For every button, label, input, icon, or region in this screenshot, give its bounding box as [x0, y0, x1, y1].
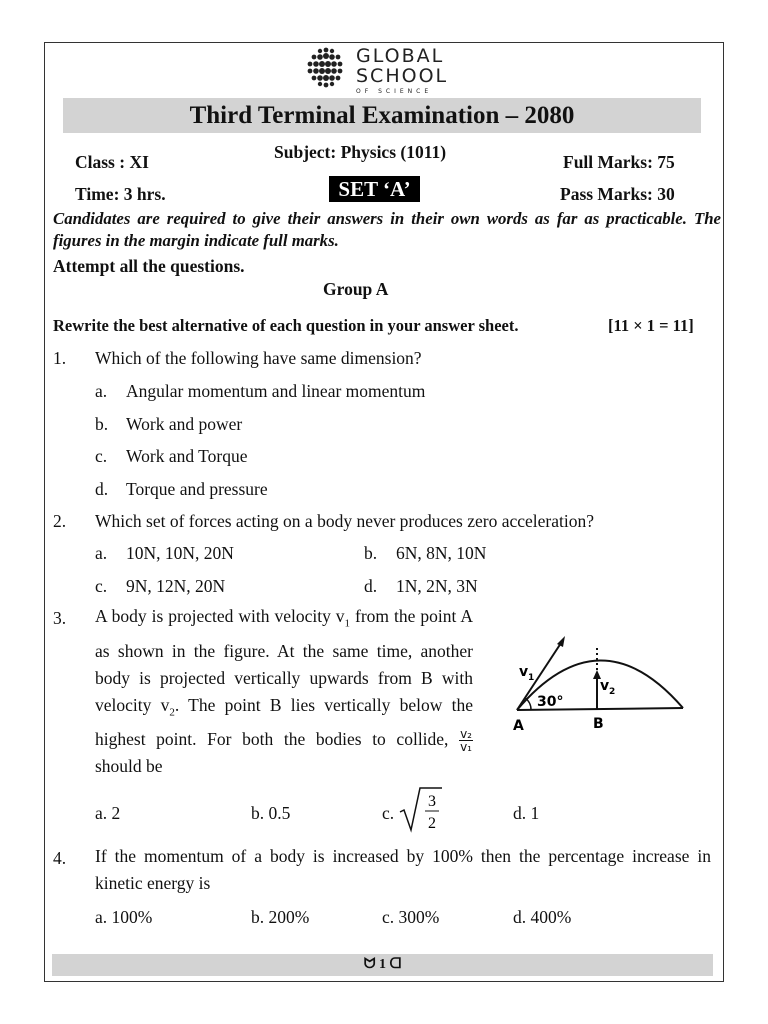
- attempt-all: Attempt all the questions.: [53, 256, 245, 276]
- option-text: 0.5: [268, 803, 291, 823]
- sqrt-three-over-two: [398, 786, 444, 836]
- option-letter: b.: [95, 414, 109, 434]
- page-footer: [52, 954, 713, 976]
- label-point-b: B: [593, 716, 604, 732]
- option-text: 300%: [398, 907, 440, 927]
- option-letter: d.: [513, 803, 527, 823]
- class-label: Class : XI: [75, 152, 149, 172]
- q3-sub2: 2: [169, 706, 175, 718]
- option-letter: d.: [513, 907, 527, 927]
- rewrite-instruction: Rewrite the best alternative of each question in your answer sheet.: [53, 316, 519, 335]
- option-text: 100%: [111, 907, 153, 927]
- option-d-q4: [513, 906, 571, 928]
- label-v2-sub: 2: [609, 687, 616, 697]
- option-letter: d.: [95, 479, 109, 499]
- q3-text-part3: . The point B lies vertically below the highest point. For both the bodies to collide,: [95, 694, 473, 749]
- q3-text-part4: should be: [95, 756, 163, 777]
- question-number: 1.: [53, 348, 67, 368]
- option-letter: b.: [251, 803, 265, 823]
- v1-arrowhead: [557, 636, 565, 647]
- logo-line-of-science: OF SCIENCE: [356, 88, 433, 95]
- question-number: 3.: [53, 608, 67, 628]
- sqrt-numerator: 3: [428, 793, 436, 810]
- option-text: 400%: [530, 907, 572, 927]
- q3-sub1: 1: [344, 617, 351, 630]
- question-text: Which of the following have same dimension?: [95, 348, 422, 368]
- option-text: 6N, 8N, 10N: [396, 543, 487, 563]
- option-text: Angular momentum and linear momentum: [126, 381, 426, 401]
- option-letter: b.: [364, 543, 378, 563]
- school-logo: [300, 45, 470, 95]
- full-marks: Full Marks: 75: [563, 152, 675, 172]
- option-c-q4: [382, 906, 439, 928]
- label-point-a: A: [513, 718, 524, 734]
- instruction-note: Candidates are required to give their answers in their own words as far as practicable. The figures in the margin indicate full marks.: [53, 209, 721, 250]
- time-label: Time: 3 hrs.: [75, 184, 166, 204]
- question-number: 4.: [53, 848, 67, 868]
- rewrite-marks: [11 × 1 = 11]: [608, 316, 694, 335]
- logo-line-school: SCHOOL: [356, 65, 449, 87]
- option-text: 10N, 10N, 20N: [126, 543, 234, 563]
- globe-dots-icon: [300, 46, 352, 90]
- question-number: 2.: [53, 511, 67, 531]
- label-v1-sub: 1: [528, 673, 535, 683]
- option-b-q4: [251, 906, 309, 928]
- page-number: ᗢ 1 ᗡ: [363, 957, 402, 972]
- q3-text-part1: A body is projected with velocity v: [95, 606, 345, 626]
- option-d-q3: [513, 802, 539, 824]
- option-letter: a.: [95, 907, 108, 927]
- option-text: Work and power: [126, 414, 243, 434]
- option-text: 1: [530, 803, 540, 823]
- option-a-q3: [95, 802, 120, 824]
- option-letter: c.: [382, 907, 395, 927]
- option-letter: c.: [95, 576, 108, 596]
- option-text: Torque and pressure: [126, 479, 268, 499]
- velocity-ratio-fraction: [459, 728, 473, 753]
- title-bar: [63, 98, 701, 133]
- option-text: Work and Torque: [126, 446, 248, 466]
- label-angle: 30°: [537, 694, 564, 710]
- subject-label: Subject: Physics (1011): [274, 142, 447, 162]
- option-letter: a.: [95, 543, 108, 563]
- option-letter: c.: [382, 803, 395, 823]
- projectile-figure: [505, 632, 695, 737]
- exam-title: Third Terminal Examination – 2080: [189, 102, 575, 129]
- question-text: If the momentum of a body is increased by 100% then the percentage increase in kinetic energy is: [95, 846, 711, 893]
- option-a-q4: [95, 906, 152, 928]
- question-text: [95, 603, 473, 780]
- question-text: Which set of forces acting on a body never produces zero acceleration?: [95, 511, 594, 531]
- q3-text-part2: from the point A as shown in the figure. At the same time, another body is projected vertically upwards from B with velocity v: [95, 606, 473, 715]
- option-letter: a.: [95, 381, 108, 401]
- option-letter: c.: [95, 446, 108, 466]
- label-v2: v: [600, 678, 610, 694]
- logo-line-global: GLOBAL: [356, 45, 445, 67]
- option-letter: b.: [251, 907, 265, 927]
- option-text: 2: [111, 803, 121, 823]
- option-letter: a.: [95, 803, 108, 823]
- fraction-numerator: v₂: [460, 727, 472, 742]
- fraction-denominator: v₁: [460, 740, 472, 755]
- label-v1: v: [519, 664, 529, 680]
- set-badge: SET ‘A’: [329, 176, 420, 202]
- pass-marks: Pass Marks: 30: [560, 184, 675, 204]
- option-text: 9N, 12N, 20N: [126, 576, 226, 596]
- option-letter: d.: [364, 576, 378, 596]
- option-text: 200%: [268, 907, 310, 927]
- option-text: 1N, 2N, 3N: [396, 576, 478, 596]
- sqrt-denominator: 2: [428, 815, 436, 832]
- option-b-q3: [251, 802, 290, 824]
- group-heading: Group A: [323, 279, 389, 299]
